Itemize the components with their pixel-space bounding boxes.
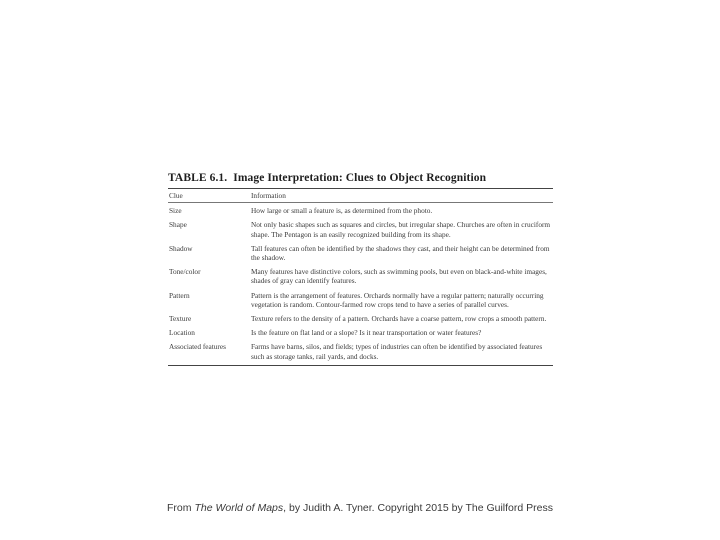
row-clue: Pattern bbox=[169, 290, 190, 300]
caption-book-title: The World of Maps bbox=[194, 502, 284, 514]
table-figure bbox=[168, 172, 553, 366]
row-information: Is the feature on flat land or a slope? Is it near transportation or water features? bbox=[251, 328, 482, 338]
table-row bbox=[168, 311, 553, 325]
table-row bbox=[168, 339, 553, 365]
row-clue: Associated features bbox=[168, 339, 250, 365]
row-information: How large or small a feature is, as determined from the photo. bbox=[251, 206, 433, 216]
table-number: TABLE 6.1. bbox=[168, 172, 228, 184]
row-clue: Location bbox=[169, 328, 195, 338]
row-clue: Texture bbox=[169, 314, 192, 324]
table-row bbox=[168, 241, 553, 264]
row-information: Pattern is the arrangement of features. Orchards normally have a regular pattern; naturally occurring vegetation is random. Contour-farmed row crops tend to have a series of parallel curves. bbox=[251, 290, 544, 309]
table-header-row bbox=[168, 189, 553, 203]
row-information: Farms have barns, silos, and fields; types of industries can often be identified by associated features such as storage tanks, rail yards, and docks. bbox=[250, 339, 553, 365]
row-clue: Size bbox=[169, 206, 182, 216]
caption-suffix: , by Judith A. Tyner. Copyright 2015 by The Guilford Press bbox=[283, 502, 553, 514]
source-caption bbox=[0, 502, 720, 514]
row-information: Texture refers to the density of a pattern. Orchards have a coarse pattern, row crops a smooth pattern. bbox=[251, 314, 547, 324]
row-information: Tall features can often be identified by the shadows they cast, and their height can be determined from the shadow. bbox=[251, 243, 550, 263]
table-row bbox=[168, 325, 553, 339]
table-row bbox=[168, 288, 553, 311]
caption-prefix: From bbox=[167, 502, 195, 514]
row-information: Not only basic shapes such as squares and circles, but irregular shape. Churches are often in cruciform shape. The Pentagon is an easily recognized building from its shape. bbox=[251, 220, 551, 239]
row-clue: Shape bbox=[169, 220, 187, 230]
clues-table bbox=[168, 188, 553, 366]
header-information: Information bbox=[250, 189, 553, 203]
row-information: Many features have distinctive colors, such as swimming pools, but even on black-and-white images, shades of gray can identify features. bbox=[251, 267, 547, 286]
table-row bbox=[168, 217, 553, 240]
table-row bbox=[168, 203, 553, 218]
table-row bbox=[168, 264, 553, 287]
row-clue: Shadow bbox=[169, 243, 193, 253]
table-title-text: Image Interpretation: Clues to Object Recognition bbox=[233, 172, 487, 184]
row-clue: Tone/color bbox=[169, 267, 201, 277]
header-clue: Clue bbox=[168, 189, 250, 203]
table-title bbox=[168, 172, 553, 184]
